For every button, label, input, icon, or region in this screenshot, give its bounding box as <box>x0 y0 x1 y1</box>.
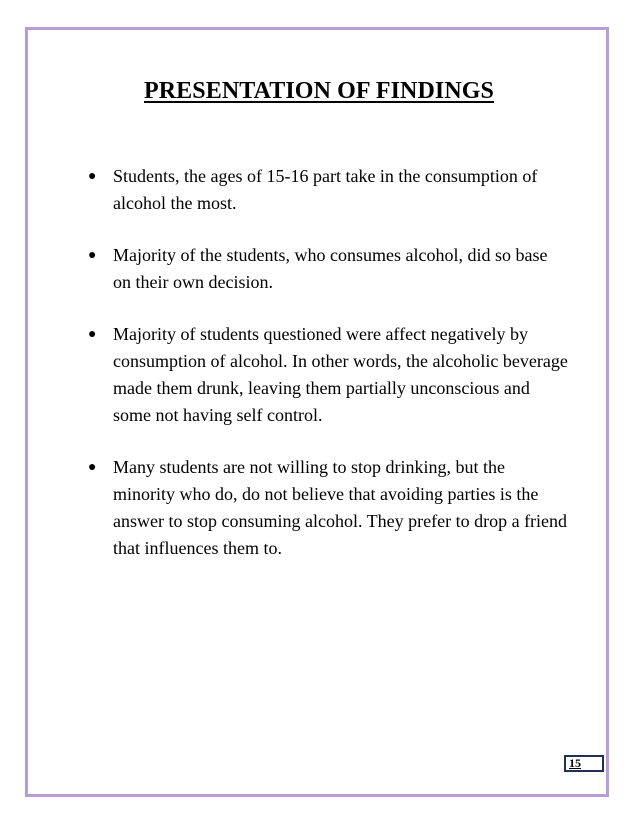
page-title: PRESENTATION OF FINDINGS <box>143 78 494 104</box>
finding-text: Majority of students questioned were affect negatively by consumption of alcohol. In other words, the alcoholic beverage made them drunk, leaving them partially unconscious and some not having self control. <box>113 324 568 425</box>
finding-text: Majority of the students, who consumes alcohol, did so base on their own decision. <box>113 245 548 292</box>
bullet-icon: ● <box>88 327 97 342</box>
findings-list <box>88 163 568 587</box>
finding-text: Students, the ages of 15-16 part take in the consumption of alcohol the most. <box>113 166 538 213</box>
list-item <box>88 321 568 429</box>
bullet-icon: ● <box>88 460 97 475</box>
list-item <box>88 242 568 296</box>
list-item <box>88 454 568 562</box>
bullet-icon: ● <box>88 248 97 263</box>
finding-text: Many students are not willing to stop drinking, but the minority who do, do not believe that avoiding parties is the answer to stop consuming alcohol. They prefer to drop a friend that influences them to. <box>113 457 568 558</box>
list-item <box>88 163 568 217</box>
bullet-icon: ● <box>88 169 97 184</box>
page-number: 15 <box>564 755 604 772</box>
